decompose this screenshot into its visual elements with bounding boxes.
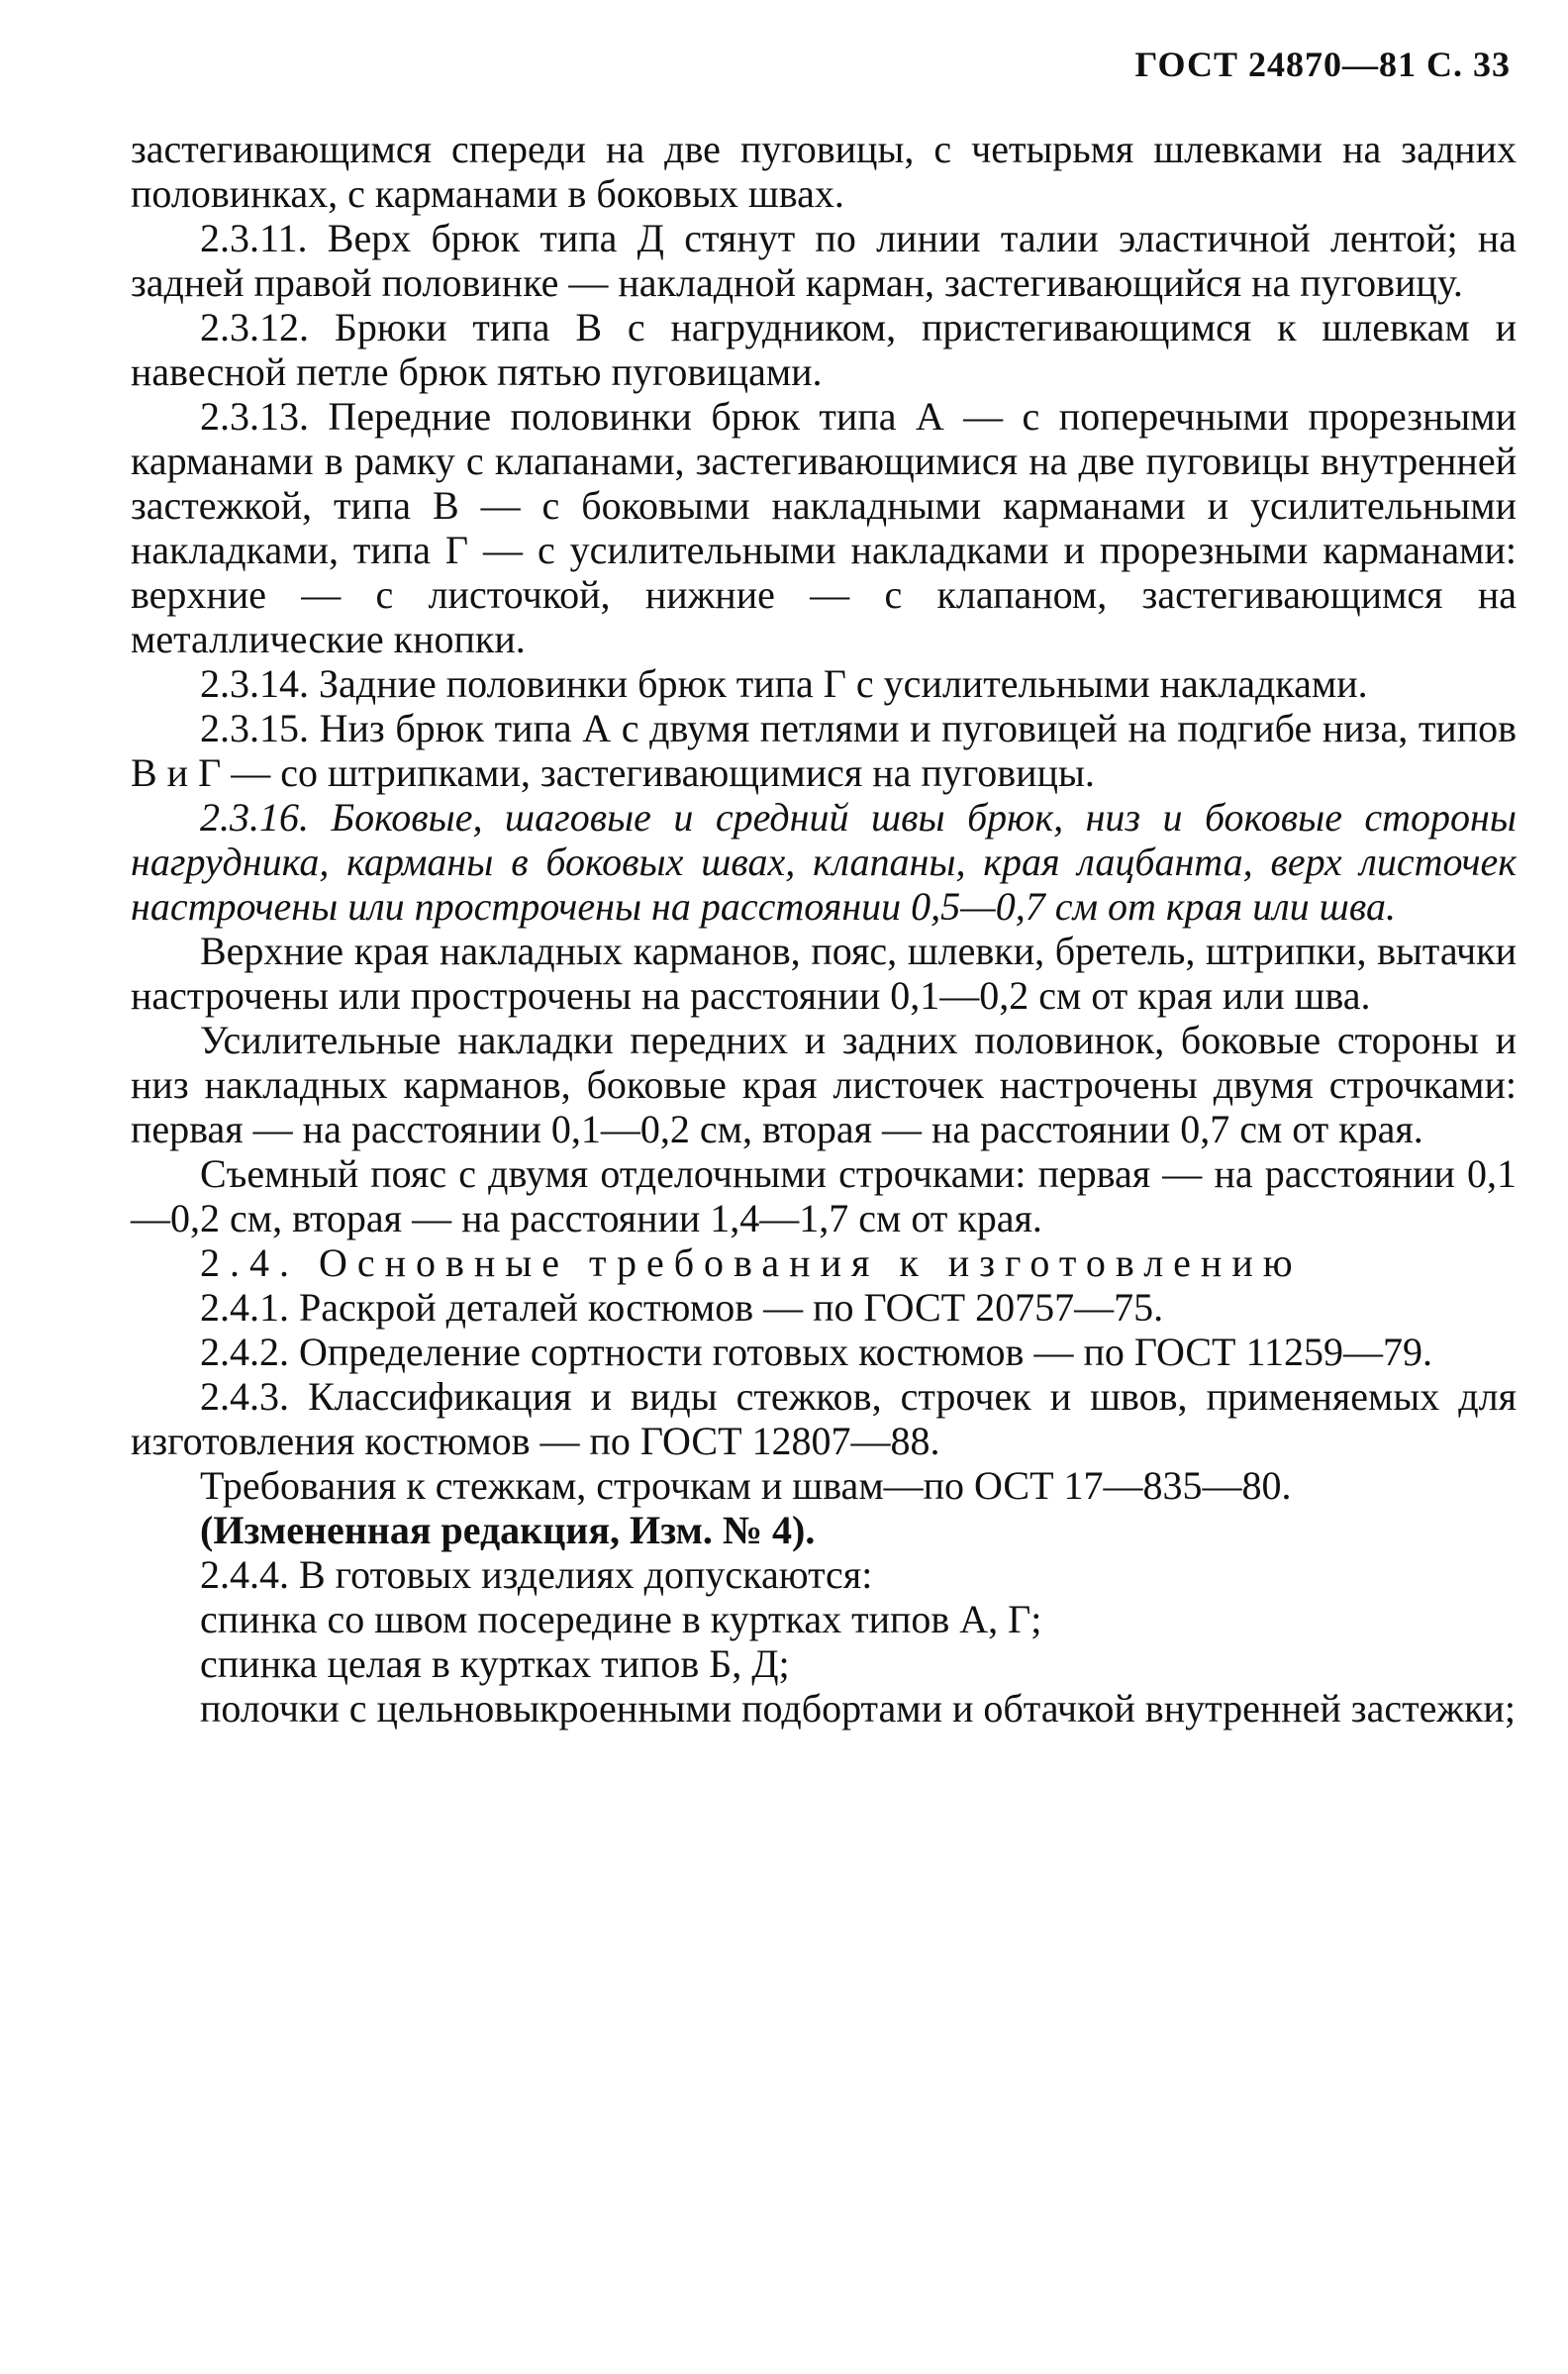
- paragraph-2-3-13: 2.3.13. Передние половинки брюк типа А — с поперечными прорезными карманами в рамку с клапанами, застегивающимися на две пуговицы внутренней застежкой, типа В — с боковыми накладными карманами и усилительными накладками, типа Г — с усилительными накладками и прорезными карманами: верхние — с листочкой, нижние — с клапаном, застегивающимся на металлические кнопки.: [131, 394, 1517, 661]
- list-item-back-whole: спинка целая в куртках типов Б, Д;: [200, 1641, 790, 1686]
- paragraph-reinforcing-pads: Усилительные накладки передних и задних половинок, боковые стороны и низ накладных карманов, боковые края листочек настрочены двумя строчками: первая — на расстоянии 0,1—0,2 см, вторая — на расстоянии 0,7 см от края.: [131, 1018, 1517, 1151]
- paragraph-continuation: застегивающимся спереди на две пуговицы, с четырьмя шлевками на задних половинках, с карманами в боковых швах.: [131, 127, 1517, 216]
- paragraph-upper-edges: Верхние края накладных карманов, пояс, шлевки, бретель, штрипки, вытачки настрочены или прострочены на расстоянии 0,1—0,2 см от края или шва.: [131, 929, 1517, 1018]
- list-item-fronts: полочки с цельновыкроенными подбортами и обтачкой внутренней застежки;: [200, 1686, 1516, 1731]
- paragraph-2-3-12: 2.3.12. Брюки типа В с нагрудником, пристегивающимся к шлевкам и навесной петле брюк пятью пуговицами.: [131, 305, 1517, 394]
- paragraph-2-4-2: 2.4.2. Определение сортности готовых костюмов — по ГОСТ 11259—79.: [200, 1330, 1432, 1374]
- paragraph-2-4-4: 2.4.4. В готовых изделиях допускаются:: [200, 1552, 873, 1597]
- list-item-back-seam: спинка со швом посередине в куртках типов А, Г;: [200, 1597, 1042, 1641]
- paragraph-stitch-requirements: Требования к стежкам, строчкам и швам—по ОСТ 17—835—80.: [200, 1463, 1292, 1508]
- paragraph-2-3-11: 2.3.11. Верх брюк типа Д стянут по линии талии эластичной лентой; на задней правой половинке — накладной карман, застегивающийся на пуговицу.: [131, 216, 1517, 305]
- amendment-note: (Измененная редакция, Изм. № 4).: [200, 1508, 816, 1552]
- paragraph-removable-belt: Съемный пояс с двумя отделочными строчками: первая — на расстоянии 0,1—0,2 см, вторая — на расстоянии 1,4—1,7 см от края.: [131, 1151, 1517, 1240]
- paragraph-2-4-3: 2.4.3. Классификация и виды стежков, строчек и швов, применяемых для изготовления костюмов — по ГОСТ 12807—88.: [131, 1374, 1517, 1463]
- section-heading-2-4: 2.4. Основные требования к изготовлению: [200, 1240, 1303, 1285]
- page-header: ГОСТ 24870—81 С. 33: [1134, 45, 1511, 84]
- paragraph-2-3-14: 2.3.14. Задние половинки брюк типа Г с усилительными накладками.: [200, 661, 1368, 706]
- paragraph-2-3-15: 2.3.15. Низ брюк типа А с двумя петлями и пуговицей на подгибе низа, типов В и Г — со штрипками, застегивающимися на пуговицы.: [131, 706, 1517, 795]
- document-body: [131, 127, 1517, 1731]
- paragraph-2-3-16: 2.3.16. Боковые, шаговые и средний швы брюк, низ и боковые стороны нагрудника, карманы в боковых швах, клапаны, края лацбанта, верх листочек настрочены или прострочены на расстоянии 0,5—0,7 см от края или шва.: [131, 795, 1517, 929]
- paragraph-2-4-1: 2.4.1. Раскрой деталей костюмов — по ГОСТ 20757—75.: [200, 1285, 1164, 1330]
